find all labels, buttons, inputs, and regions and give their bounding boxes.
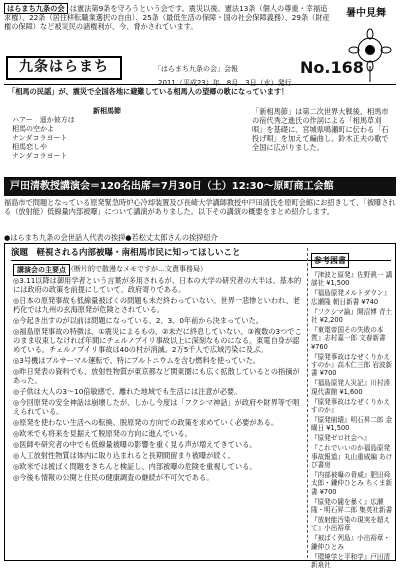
reference-item: 『津波と原発』佐野眞一 講談社 ¥1,500 <box>311 271 393 288</box>
reference-item: 『原発崩壊』明石昇二郎 金曜日 ¥1,500 <box>311 416 393 433</box>
summary-paragraph: ◎今回原発の安全神話は崩壊したが、しかし今度は「フクシマ神話」が政府や財界等で唱えられている。 <box>13 398 300 416</box>
intro-text: は憲法第9条を守ろうという会です。震災以後、憲法13条（個人の尊重・幸福追求権）、22条（居住移転職業選択の自由）、25条（最低生活の保障・国の社会保障義務）、29条（財産権の保障）など被災民の諸権利が、今、脅かされています。 <box>4 4 330 31</box>
masthead <box>4 54 364 80</box>
reference-item: 『放射能汚染の現実を超えて』小出裕章 <box>311 515 391 533</box>
poem-title: 新相馬節 <box>93 107 121 115</box>
poem-line: 相馬の空かよ <box>12 125 54 133</box>
summary-paragraph: ◎今起き出すのが以前は問題になっている、2、3、0年前から決まっていた。 <box>13 316 263 325</box>
poem-description: 「新相馬節」は第二次世界大戦後、相馬市の宿代秀之進氏の作詞による「相馬草刈唄」を基礎に、宮城県鳴瀬町に伝わる「石投げ唄」を加えて編曲し、鈴木正夫の歌で全国に広がりました。 <box>252 107 389 152</box>
newsletter-logo: 九条はらまち <box>6 56 122 80</box>
summary-note: （断片的で散漫なメモですが…文責事務局） <box>67 265 207 273</box>
poem-line: ナンダコラヨート <box>12 134 68 142</box>
reference-item: 『フクシマ論』開沼博 青土社 ¥2,200 <box>311 307 393 325</box>
lecture-box <box>4 243 396 569</box>
summary-paragraph: ◎原発を使わない生活への転換、脱原発の方向での政策を求めていく必要がある。 <box>13 418 279 427</box>
intro-label: はらまち九条の会 <box>4 3 68 14</box>
references-title: 参考図書 <box>311 253 349 268</box>
issue-date: 2011（平成23）年 8月 3日（水）発行 <box>158 79 292 87</box>
summary-paragraph: ◎子供は大人の3～10倍敏感で、離れた地域でも生活には注意が必要。 <box>13 387 242 396</box>
reference-item: 『東電帝国その失敗の本質』志村嘉一郎 文春新書 ¥760 <box>311 325 386 351</box>
summary-paragraph: ◎昨日発表の資料でも、放射性物質が東京都など関東圏にも広く拡散しているとの指摘があった。 <box>13 367 300 385</box>
summary-paragraph: ◎欧米では被ばく問題をきちんと検証し、内部被曝の危険を重視している。 <box>13 462 257 471</box>
summary-paragraph: ◎人工放射性物質は体内に取り込まれると長期間留まり被曝が続く。 <box>13 451 235 460</box>
summary-paragraph: ◎3号機はプルサーマル運転で、特にプルトニウムを含む燃料を使っていた。 <box>13 356 260 365</box>
intro-box <box>4 4 334 52</box>
summary-paragraph: ◎欧米でも将来を見据えて脱原発の方向に進んでいる。 <box>13 429 192 438</box>
lecture-summary <box>13 276 303 558</box>
summer-greeting-text: 暑中見舞 <box>346 8 386 19</box>
reference-item: 『福島原発メルトダウン』広瀬隆 朝日新書 ¥740 <box>311 289 391 306</box>
quote-lead: 「相馬の民謡」が、震災で全国各地に避難している相馬人の望郷の歌になっています！ <box>8 87 289 96</box>
reference-item: 『原発の闇を暴く』広瀬隆・明石昇二郎 集英社新書 <box>311 497 393 515</box>
lecture-title: 演題 軽視される内部被曝・南相馬市民に知ってほしいこと <box>11 246 391 261</box>
summary-paragraph: ◎今後も情報の公開と住民の健康調査の継続が不可欠である。 <box>13 473 214 482</box>
masthead-subtitle: 「はらまち九条の会」会報 <box>154 65 238 73</box>
chair-note: ●はらまち九条の会世話人代表の挨拶●若松丈太郎さんの挨拶紹介 <box>4 233 218 242</box>
summary-paragraph: ◎医師や研究者の中でも低線量被曝の影響を重く見る声が増えてきている。 <box>13 440 257 449</box>
reference-item: 『原発事故はなぜくりかえすのか』高木仁三郎 岩波新書 ¥700 <box>311 352 393 378</box>
reference-item: 『環境学と平和学』戸田清 新泉社 <box>311 552 391 569</box>
issue-number: No.168 <box>300 58 364 77</box>
poem-line: 相馬恋しや <box>12 143 47 151</box>
poem-line: ナンダコラヨート <box>12 152 68 160</box>
lead-paragraph: 福島市で問題となっている原発緊急時炉心冷却装置及び長崎大学講師教授中戸田清氏を原町会館にお招きして、「被曝される（放射能）低線量内部被曝」について講演がありました。以下その講演の概要をまとめ紹介します。 <box>4 198 396 216</box>
summer-greeting-decoration <box>340 2 398 82</box>
summary-paragraph: ◎福島原発事故の特徴は、①震災によるもの、②未だに終息していない、③複数の3つでこのまま収束しなければ年間にチェルノブイリ事故以上に深刻なものになる。東電自身が認めている。チェルノブイリ事故は40の村が消滅。2万5千人で広域汚染に及ぶ。 <box>13 327 302 354</box>
reference-books <box>307 248 393 569</box>
quote-section <box>4 84 396 178</box>
poem-line: ハアー 遥か彼方は <box>12 116 75 124</box>
reference-item: 『内部被曝の脅威』肥田舜太郎・鎌仲ひとみ ちくま新書 ¥700 <box>311 470 393 496</box>
summary-label: 講演会の主要点 <box>13 264 70 276</box>
summary-paragraph: ◎3.11以降は御用学者という言葉が多用されるが、日本の大学の研究者の大半は、基本的には政府の政策を前提にしていて、政府寄りである。 <box>13 276 302 294</box>
summary-paragraph: ◎日本の原発事故も低線量被ばくの問題も未だ終わっていない。世界一悲惨といわれ、老朽化では九州の玄海原発が危険とされている。 <box>13 296 300 314</box>
reference-item: 『福島原発人災記』川村湊 現代書館 ¥1,600 <box>311 379 391 396</box>
lecture-banner: 戸田清教授講演会＝120名出席＝7月30日（土）12:30～原町商工会館 <box>4 178 396 196</box>
reference-item: 『被ばく列島』小出裕章・鎌仲ひとみ <box>311 534 391 551</box>
reference-item: 『原発ゼロ社会へ』 <box>311 434 371 443</box>
poem-block <box>12 107 202 161</box>
reference-item: 『原発事故はなぜくりかえすのか』 <box>311 397 391 415</box>
reference-item: 『これでいいのか福島原発事故報道』丸山重威編 あけび書房 <box>311 444 393 470</box>
